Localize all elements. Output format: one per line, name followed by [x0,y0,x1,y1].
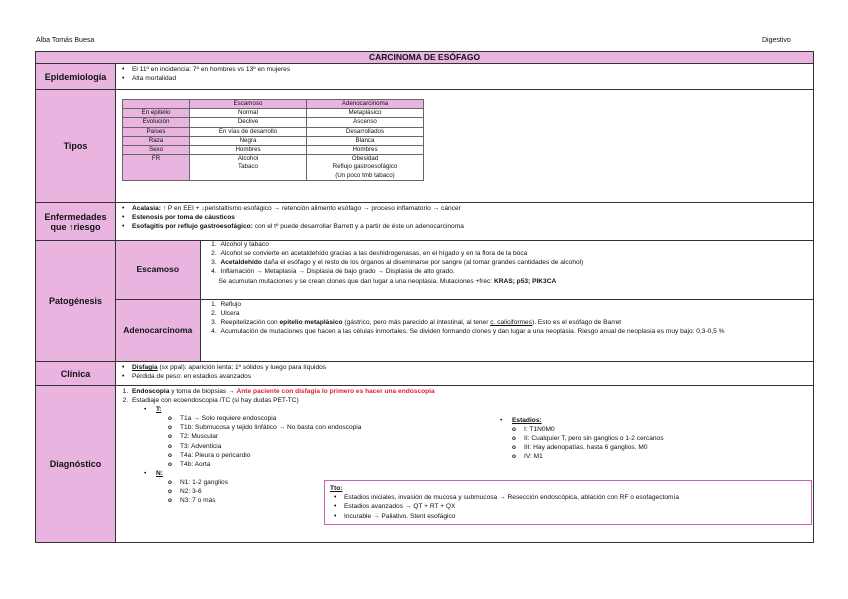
list-item: • Estenosis por toma de cáusticos [132,213,809,222]
tipos-cell-fr-adeno [307,155,424,181]
list-item: • Alta mortalidad [132,74,809,83]
document-title: CARCINOMA DE ESÓFAGO [36,52,814,64]
tipos-row-label: Raza [123,136,190,145]
clinica-content [116,362,814,386]
tipos-header-escamoso: Escamoso [190,100,307,109]
tipos-cell-fr-escamoso [190,155,307,181]
list-item: 4. Acumulación de mutaciones que hacen a las células inmortales. Se dividen formando clones y dan lugar a una neoplasia. Riesgo anual de neoplasia es muy bajo: 0,3-0,5 % [219,327,810,336]
estadio-item: o II: Cualquier T, pero sin ganglios o 1-2 cercanos [512,434,664,443]
tipos-row-label-fr: FR [123,155,190,181]
tipos-content [116,90,814,203]
main-table [35,51,814,543]
fr-item: Obesidad [351,155,379,163]
tipos-row-label: Sexo [123,146,190,155]
tipos-row-label: Evolución [123,118,190,127]
epidemiologia-label: Epidemiología [36,64,116,90]
estadio-item: o I: T1N0M0 [512,425,664,434]
tto-item: • Estadios iniciales, invasión de mucosa y submucosa → Resección endoscópica, ablación con RF o esofagectomía [344,493,806,502]
tipos-cell: Hombres [307,146,424,155]
t-item: o T1b: Submucosa y tejido linfático → No basta con endoscopia [168,423,809,432]
patogenesis-subtable [116,240,813,361]
tipos-cell: Metaplásico [307,109,424,118]
t-item: o T4b: Aorta [168,460,809,469]
adeno-label: Adenocarcinoma [116,299,200,361]
t-heading: • T: [144,405,809,414]
epidemiologia-content [116,64,814,90]
tipos-label: Tipos [36,90,116,203]
tto-item: • Estadios avanzados → QT + RT + QX [344,502,806,511]
tto-item: • Incurable → Paliativo. Stent esofágico [344,512,806,521]
tipos-cell: Desarrollados [307,127,424,136]
estadios-heading: • Estadios: [500,416,664,425]
enfermedades-content [116,203,814,241]
tipos-row-label: Países [123,127,190,136]
tipos-row-label: En epitelio [123,109,190,118]
header-subject: Digestivo [762,37,791,44]
tratamiento-box [324,480,812,525]
adeno-content [200,299,813,361]
tipos-header-adeno: Adenocarcinoma [307,100,424,109]
t-item: o T1a → Solo requiere endoscopia [168,414,809,423]
estadio-item: o IV: M1 [512,452,664,461]
list-item: 1. Alcohol y tabaco [219,240,810,249]
tipos-cell: Blanca [307,136,424,145]
tipos-cell: Negra [190,136,307,145]
tipos-cell: En vías de desarrollo [190,127,307,136]
patogenesis-content [116,241,814,362]
list-item: 2. Ulcera [219,309,810,318]
fr-item: (Un poco tmb tabaco) [335,171,395,179]
list-item: • Esofagitis por reflujo gastroesofágico: con el tº puede desarrollar Barrett y a partir de éste un adenocarcinoma [132,222,809,231]
n-heading: • N: [144,469,809,478]
escamoso-label: Escamoso [116,240,200,299]
tipos-cell: Declive [190,118,307,127]
escamoso-content [200,240,813,299]
patogenesis-label: Patogénesis [36,241,116,362]
enfermedades-label-line: Enfermedades [44,211,107,222]
t-item: o T4a: Pleura o pericardio [168,451,809,460]
tipos-cell: Ascenso [307,118,424,127]
t-item: o T3: Adventicia [168,442,809,451]
fr-item: Tabaco [238,163,258,171]
estadios-block [500,416,664,461]
tipos-header-empty [123,100,190,109]
enfermedades-label [36,203,116,241]
list-item: 2. Alcohol se convierte en acetaldehído gracias a las deshidrogenasas, en el hígado y en la flora de la boca [219,249,810,258]
list-item: 3. Reepitelización con epitelio metaplásico (gástrico, pero más parecido al intestinal, al tener c. caliciformes). Esto es el esófago de Barret [219,318,810,327]
escamoso-mutations: Se acumulan mutaciones y se crean clones que dan lugar a una neoplasia. Mutaciones +frec: KRAS; p53; PIK3CA [218,277,557,285]
diagnostico-content [116,386,814,543]
tipos-table [122,99,424,181]
list-item: • Disfagia (sx ppal): aparición lenta; 1º sólidos y luego para líquidos [132,363,809,372]
fr-item: Alcohol [237,155,259,163]
n-item: o N1: 1-2 ganglios [168,478,809,487]
list-item: 3. Acetaldehído daña el esófago y el resto de los órganos al diseminarse por sangre (al tomar grandes cantidades de alcohol) [219,258,810,267]
header-author: Alba Tomás Buesa [36,37,95,44]
list-item: 4. Inflamación → Metaplasia → Displasia de bajo grado → Displasia de alto grado. [219,267,810,276]
n-item: o N2: 3-6 [168,487,809,496]
tto-heading: Tto: [330,485,343,492]
t-item: o T2: Muscular [168,432,809,441]
n-item: o N3: 7 o más [168,496,809,505]
estadio-item: o III: Hay adenopatías, hasta 6 ganglios. M0 [512,443,664,452]
enfermedades-label-line: que ↑riesgo [50,221,101,232]
tipos-cell: Hombres [190,146,307,155]
list-item: • El 11º en incidencia: 7º en hombres vs 13º en mujeres [132,65,809,74]
list-item: 1. Reflujo [219,300,810,309]
list-item: • Acalasia: ↑ P en EEI + ↓peristaltismo esofágico → retención alimento esófago → proceso inflamatorio → cáncer [132,204,809,213]
clinica-label: Clínica [36,362,116,386]
list-item: 2. Estadiaje con ecoendoscopia /TC (si hay dudas PET-TC) [130,396,809,405]
list-item: • Pérdida de peso: en estadios avanzados [132,372,809,381]
list-item: 1. Endoscopia y toma de biopsias → Ante paciente con disfagia lo primero es hacer una endoscopia [130,387,809,396]
diagnostico-label: Diagnóstico [36,386,116,543]
tipos-cell: Normal [190,109,307,118]
fr-item: Reflujo gastroesofágico [332,163,398,171]
